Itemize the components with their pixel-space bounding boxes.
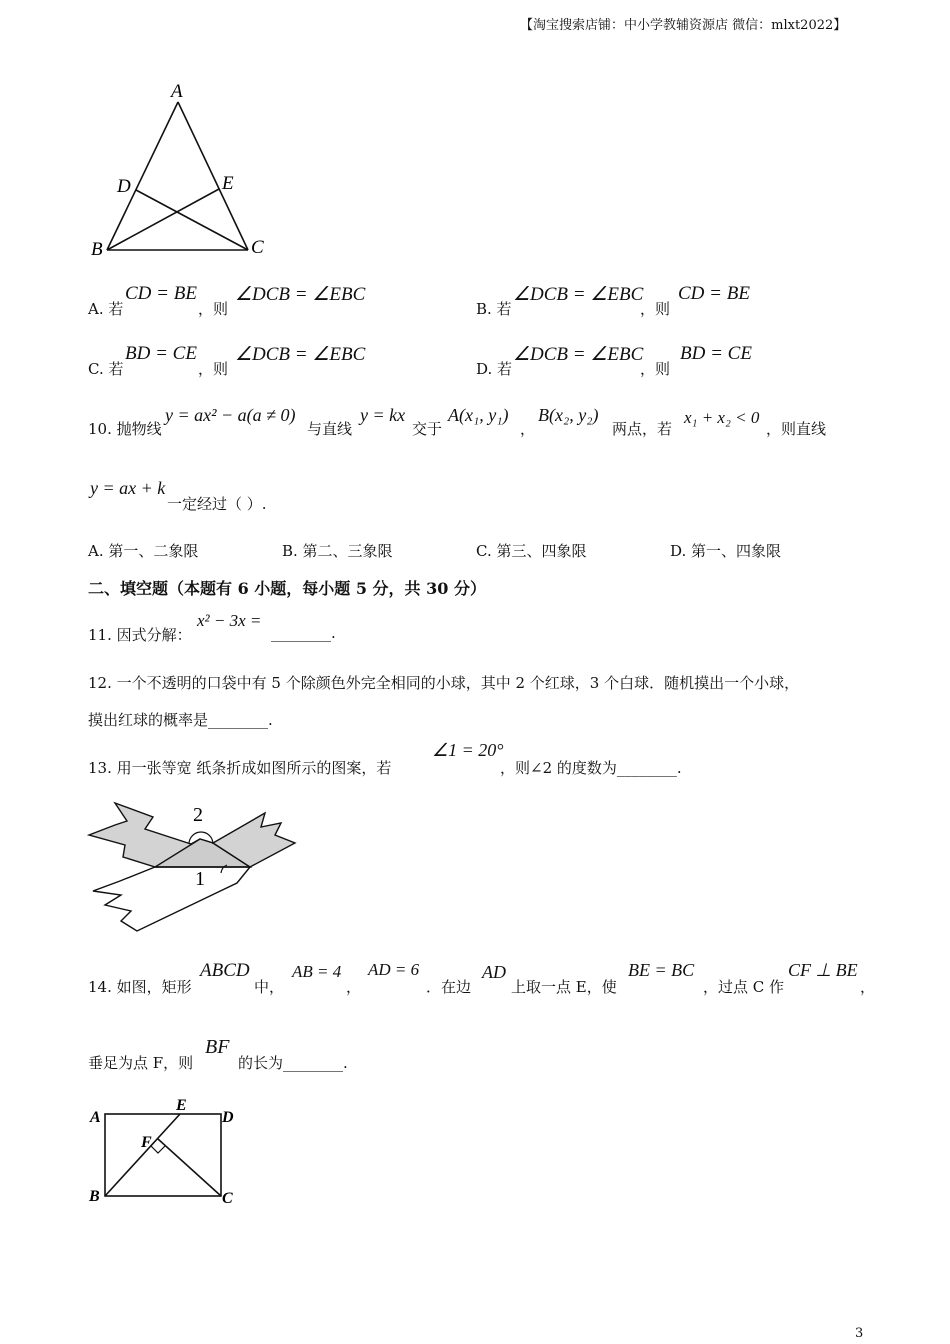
q10-text-7: 一定经过（ ）.: [167, 495, 267, 513]
label-F: F: [141, 1134, 152, 1151]
q11-text: 11. 因式分解：: [88, 626, 192, 644]
q14-text-4: ．在边: [426, 978, 472, 996]
label-D: D: [222, 1109, 234, 1126]
q9-option-a-math1: CD = BE: [125, 283, 197, 304]
q9-option-d-math2: BD = CE: [680, 343, 752, 364]
q10-math-line2: y = ax + k: [90, 478, 166, 498]
q11-math: x² − 3x =: [197, 611, 262, 630]
q14-math-ab: AB = 4: [292, 962, 342, 981]
q10-text-1: 10. 抛物线: [88, 420, 162, 438]
q13-math: ∠1 = 20°: [432, 740, 504, 760]
q14-math-abcd: ABCD: [200, 960, 250, 981]
label-B: B: [91, 239, 103, 260]
q14-text-9: 的长为________.: [238, 1054, 348, 1072]
label-A: A: [90, 1109, 101, 1126]
q9-option-b-math1: ∠DCB = ∠EBC: [513, 284, 644, 305]
q10-text-2: 与直线: [307, 420, 353, 438]
q9-option-b-label: B. 若: [476, 300, 512, 318]
q10-math-line: y = kx: [360, 405, 406, 425]
q14-text-2: 中，: [254, 978, 285, 996]
q9-option-a-math2: ∠DCB = ∠EBC: [235, 284, 366, 305]
segment-dc: [136, 190, 248, 250]
q10-option-c: C. 第三、四象限: [476, 542, 587, 560]
q14-math-cf-perp-be: CF ⊥ BE: [788, 960, 858, 980]
q13-text-2: ，则∠2 的度数为________.: [500, 759, 682, 777]
q14-math-ad: AD = 6: [368, 960, 420, 979]
q10-option-b: B. 第二、三象限: [282, 542, 393, 560]
q14-math-edge-ad: AD: [482, 962, 506, 982]
q10-math-condition: x₁ + x₂ < 0: [684, 408, 760, 427]
q10-math-point-a: A(x₁, y₁): [448, 405, 509, 425]
label-D: D: [117, 176, 131, 197]
triangle-figure: [85, 75, 275, 265]
q9-option-c-math1: BD = CE: [125, 343, 197, 364]
q9-option-b-math2: CD = BE: [678, 283, 750, 304]
q10-text-3: 交于: [412, 420, 443, 438]
segment-cf: [158, 1139, 221, 1196]
header-text: 【淘宝搜索店铺：中小学教辅资源店 微信：mlxt2022】: [520, 18, 847, 33]
rectangle-figure: [85, 1095, 245, 1215]
section-title: 二、填空题（本题有 6 小题，每小题 5 分，共 30 分）: [88, 579, 486, 598]
edge-ac: [178, 102, 248, 250]
q14-text-5: 上取一点 E，使: [511, 978, 617, 996]
label-B: B: [89, 1188, 100, 1205]
q10-option-a: A. 第一、二象限: [88, 542, 199, 560]
q14-text-6: ，过点 C 作: [703, 978, 785, 996]
q14-math-bf: BF: [205, 1036, 230, 1058]
q9-option-c-math2: ∠DCB = ∠EBC: [235, 344, 366, 365]
q12-line-1: 12. 一个不透明的口袋中有 5 个除颜色外完全相同的小球，其中 2 个红球，3 个白球．随机摸出一个小球，: [88, 674, 800, 692]
q10-option-d: D. 第一、四象限: [670, 542, 782, 560]
q9-option-b-then: ，则: [640, 300, 671, 318]
q9-option-c-label: C. 若: [88, 360, 124, 378]
label-A: A: [171, 81, 183, 102]
page-number: 3: [855, 1326, 864, 1341]
q11-blank: ________.: [271, 624, 336, 642]
angle-1-label: 1: [195, 868, 205, 890]
q10-math-point-b: B(x₂, y₂): [538, 405, 599, 425]
q14-text-7: ，: [860, 978, 876, 996]
q9-option-d-label: D. 若: [476, 360, 513, 378]
q10-text-6: ，则直线: [766, 420, 827, 438]
q9-option-a-label: A. 若: [88, 300, 124, 318]
q12-line-2: 摸出红球的概率是________.: [88, 711, 273, 729]
q10-math-parabola: y = ax² − a(a ≠ 0): [165, 405, 296, 425]
right-angle-mark: [151, 1146, 165, 1153]
q9-option-a-then: ，则: [198, 300, 229, 318]
q9-option-c-then: ，则: [198, 360, 229, 378]
label-C: C: [222, 1190, 233, 1207]
q9-option-d-math1: ∠DCB = ∠EBC: [513, 344, 644, 365]
angle-2-label: 2: [193, 804, 203, 826]
q14-text-3: ，: [346, 978, 362, 996]
label-E: E: [176, 1097, 187, 1114]
q14-math-be-bc: BE = BC: [628, 960, 695, 980]
lower-strip: [93, 867, 250, 931]
q9-option-d-then: ，则: [640, 360, 671, 378]
segment-be: [107, 189, 219, 250]
folded-strip-figure: [85, 795, 305, 940]
q14-text-8: 垂足为点 F，则: [88, 1054, 194, 1072]
q14-text-1: 14. 如图，矩形: [88, 978, 192, 996]
label-E: E: [222, 173, 234, 194]
rectangle-abcd: [105, 1114, 221, 1196]
label-C: C: [251, 237, 264, 258]
segment-be: [105, 1114, 180, 1196]
q10-text-4: ，: [520, 420, 536, 438]
q13-text-1: 13. 用一张等宽 纸条折成如图所示的图案，若: [88, 759, 392, 777]
q10-text-5: 两点，若: [612, 420, 673, 438]
